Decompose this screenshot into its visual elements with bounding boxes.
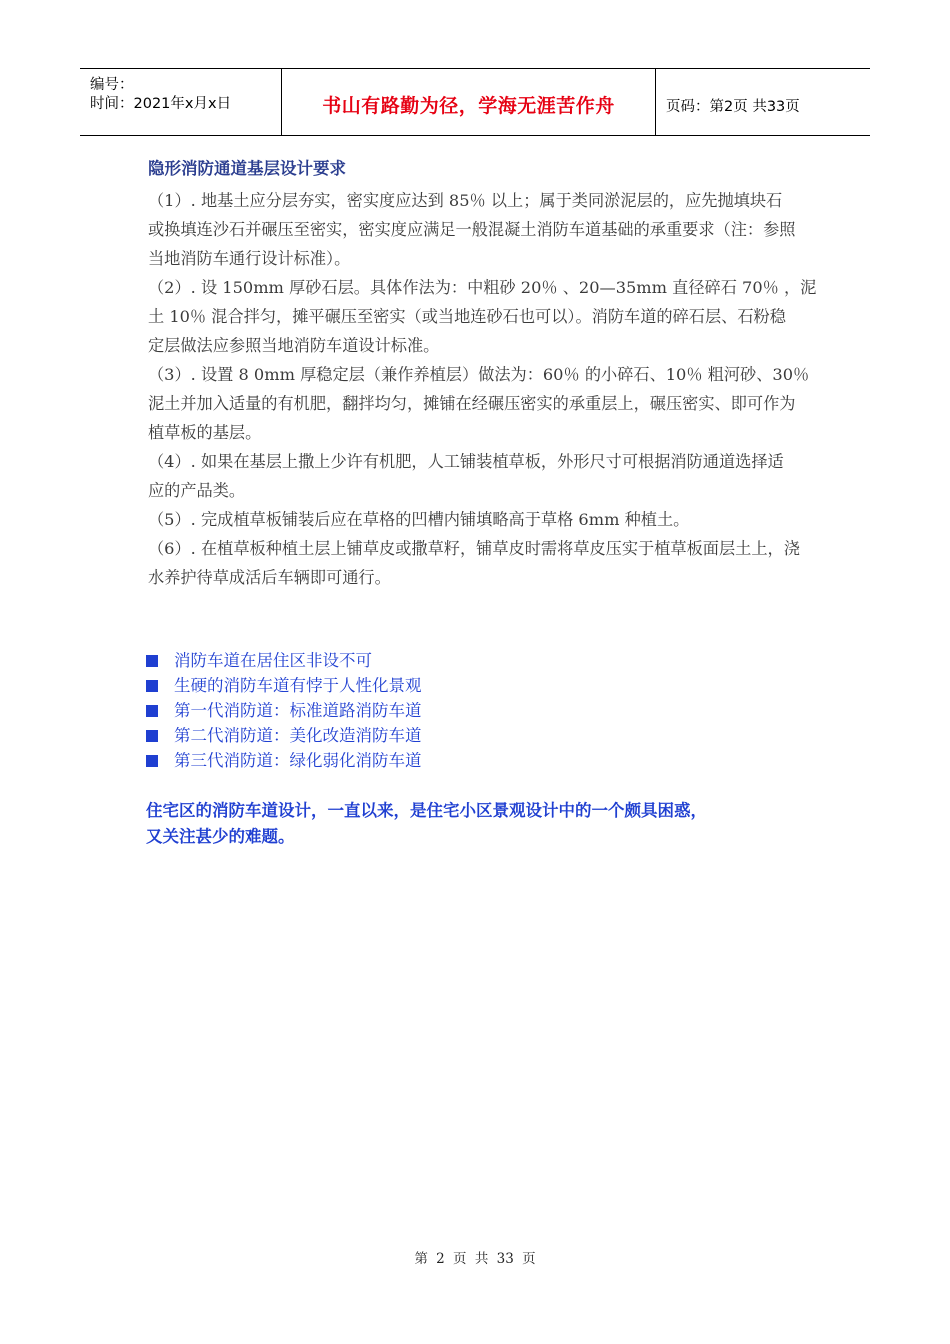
- scan-line: 植草板的基层。: [148, 423, 262, 442]
- scan-line: 水养护待草成活后车辆即可通行。: [148, 568, 391, 587]
- scan-line: 当地消防车通行设计标准）。: [148, 249, 351, 268]
- header-left-cell: [80, 69, 282, 135]
- paragraph-line: 又关注甚少的难题。: [146, 827, 295, 846]
- square-bullet-icon: [146, 655, 158, 667]
- square-bullet-icon: [146, 705, 158, 717]
- motto: 书山有路勤为径，学海无涯苦作舟: [322, 95, 615, 117]
- bullet-text: 消防车道在居住区非设不可: [174, 651, 372, 670]
- scan-line: （3）. 设置 8 0mm 厚稳定层（兼作养植层）做法为：60％ 的小碎石、10％ 粗河砂、30％: [148, 365, 810, 384]
- bullet-text: 生硬的消防车道有悖于人性化景观: [174, 676, 422, 695]
- bullet-item: [146, 748, 422, 773]
- square-bullet-icon: [146, 680, 158, 692]
- square-bullet-icon: [146, 730, 158, 742]
- bullet-text: 第二代消防道：美化改造消防车道: [174, 726, 422, 745]
- bullet-text: 第三代消防道：绿化弱化消防车道: [174, 751, 422, 770]
- scan-line: 土 10％ 混合拌匀，摊平碾压至密实（或当地连砂石也可以）。消防车道的碎石层、石粉稳: [148, 307, 786, 326]
- bullet-item: [146, 698, 422, 723]
- bullet-item: [146, 673, 422, 698]
- scan-line: （6）. 在植草板种植土层上铺草皮或撒草籽，铺草皮时需将草皮压实于植草板面层土上，浇: [148, 539, 800, 558]
- scan-paragraphs: [148, 186, 918, 592]
- scan-line: 泥土并加入适量的有机肥，翻拌均匀，摊铺在经碾压密实的承重层上，碾压密实、即可作为: [148, 394, 796, 413]
- scan-line: （1）. 地基土应分层夯实，密实度应达到 85％ 以上；属于类同淤泥层的，应先抛填块石: [148, 191, 783, 210]
- page-footer: 第 2 页 共 33 页: [414, 1251, 536, 1267]
- bullet-item: [146, 648, 422, 673]
- scan-title: 隐形消防通道基层设计要求: [148, 159, 346, 178]
- scan-paragraph: [148, 534, 918, 592]
- scan-line: 定层做法应参照当地消防车道设计标准。: [148, 336, 440, 355]
- number-label: 编号：: [90, 77, 134, 93]
- scanned-text-block: [148, 152, 918, 592]
- bullet-list: [146, 648, 422, 773]
- bullet-text: 第一代消防道：标准道路消防车道: [174, 701, 422, 720]
- scan-line: 应的产品类。: [148, 481, 246, 500]
- header-table: [80, 68, 870, 136]
- bullet-item: [146, 723, 422, 748]
- scan-paragraph: [148, 360, 918, 447]
- scan-paragraph: [148, 273, 918, 360]
- scan-paragraph: [148, 505, 918, 534]
- header-motto-cell: [282, 69, 656, 135]
- scan-paragraph: [148, 186, 918, 273]
- scan-line: （2）. 设 150mm 厚砂石层。具体作法为：中粗砂 20％ 、20—35mm 直径碎石 70％ ，泥: [148, 278, 817, 297]
- time-label: 时间：2021年x月x日: [90, 96, 232, 112]
- paragraph-line: 住宅区的消防车道设计，一直以来，是住宅小区景观设计中的一个颇具困惑，: [146, 801, 707, 820]
- body-paragraph: [146, 798, 707, 850]
- scan-line: 或换填连沙石并碾压至密实，密实度应满足一般混凝土消防车道基础的承重要求（注：参照: [148, 220, 796, 239]
- square-bullet-icon: [146, 755, 158, 767]
- scan-line: （4）. 如果在基层上撒上少许有机肥，人工铺装植草板，外形尺寸可根据消防通道选择适: [148, 452, 784, 471]
- header-page-cell: [656, 69, 870, 135]
- page-info: 页码：第2页 共33页: [666, 99, 800, 115]
- scan-paragraph: [148, 447, 918, 505]
- scan-line: （5）. 完成植草板铺装后应在草格的凹槽内铺填略高于草格 6mm 种植土。: [148, 510, 690, 529]
